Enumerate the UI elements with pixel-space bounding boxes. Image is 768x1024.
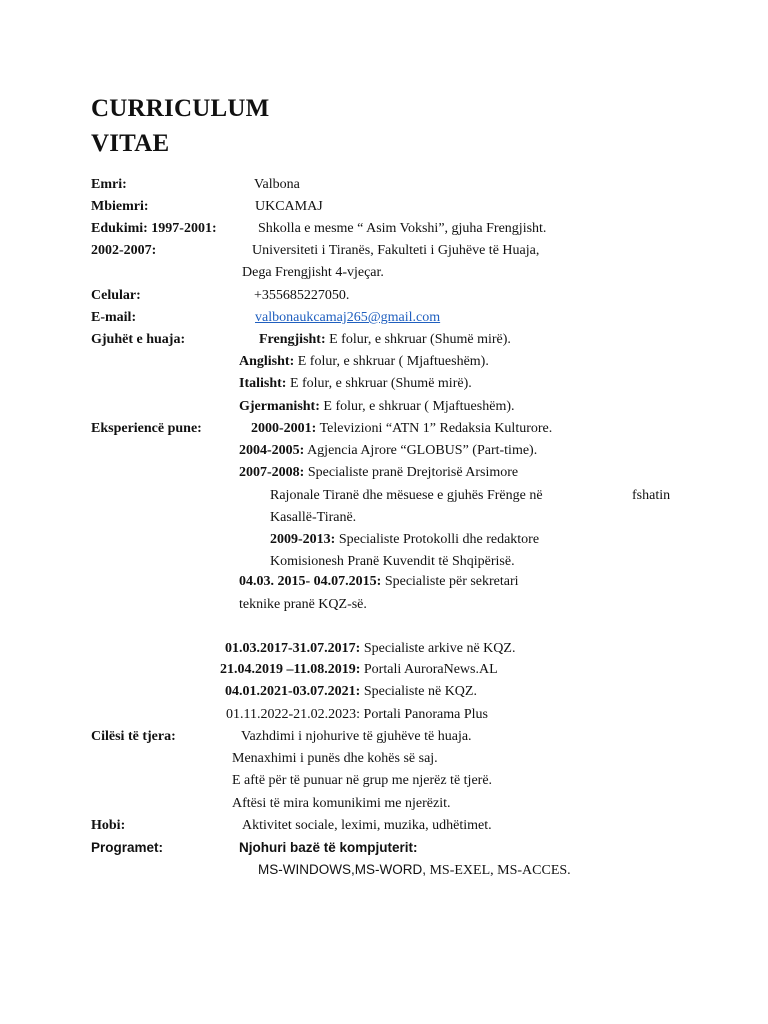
- value-emri: Valbona: [254, 177, 300, 192]
- lang-level: E folur, e shkruar (Shumë mirë).: [329, 332, 511, 347]
- experience-item: [239, 573, 519, 591]
- programet-list-a: MS-WINDOWS,MS-WORD,: [258, 862, 426, 877]
- experience-period: 04.03. 2015- 04.07.2015:: [239, 574, 382, 589]
- experience-period: 04.01.2021-03.07.2021:: [225, 684, 361, 699]
- label-mbiemri: Mbiemri:: [91, 199, 149, 214]
- label-hobi: Hobi:: [91, 818, 126, 833]
- value-edukimi-2-cont: Dega Frengjisht 4-vjeçar.: [242, 265, 384, 280]
- experience-desc-cont: fshatin: [632, 488, 671, 503]
- experience-item: [220, 661, 498, 679]
- experience-desc: Specialiste pranë Drejtorisë Arsimore: [307, 465, 519, 480]
- experience-desc: Specialiste në KQZ.: [363, 684, 477, 699]
- lang-item: [239, 375, 472, 393]
- programet-list-b: MS-EXEL, MS-ACCES.: [429, 863, 571, 878]
- lang-item: [239, 353, 489, 371]
- experience-desc-cont: Komisionesh Pranë Kuvendit të Shqipërisë.: [270, 554, 515, 569]
- lang-item: [259, 331, 511, 349]
- label-gjuhet: Gjuhët e huaja:: [91, 332, 186, 347]
- experience-item: [239, 442, 537, 460]
- experience-desc: Agjencia Ajrore “GLOBUS” (Part-time).: [307, 443, 538, 458]
- experience-item: [239, 464, 518, 482]
- title-line-2: VITAE: [91, 130, 170, 157]
- experience-period: 2004-2005:: [239, 443, 305, 458]
- label-celular: Celular:: [91, 288, 141, 303]
- experience-item: [251, 420, 552, 438]
- experience-desc: Specialiste arkive në KQZ.: [363, 641, 516, 656]
- label-edukimi: Edukimi: 1997-2001:: [91, 221, 217, 236]
- programet-list: [258, 861, 571, 880]
- quality-item: Vazhdimi i njohurive të gjuhëve të huaja.: [241, 729, 472, 744]
- label-email: E-mail:: [91, 310, 137, 325]
- lang-item: [239, 398, 515, 416]
- experience-item: [225, 683, 477, 701]
- quality-item: Menaxhimi i punës dhe kohës së saj.: [232, 751, 438, 766]
- lang-level: E folur, e shkruar ( Mjaftueshëm).: [323, 399, 515, 414]
- value-mbiemri: UKCAMAJ: [255, 199, 323, 214]
- label-edukimi-2002: 2002-2007:: [91, 243, 157, 258]
- value-programet: Njohuri bazë të kompjuterit:: [239, 840, 418, 855]
- value-celular: +355685227050.: [254, 288, 350, 303]
- email-link[interactable]: valbonaukcamaj265@gmail.com: [255, 310, 441, 325]
- experience-desc: Specialiste për sekretari: [384, 574, 519, 589]
- lang-name: Anglisht:: [239, 354, 295, 369]
- lang-level: E folur, e shkruar ( Mjaftueshëm).: [297, 354, 489, 369]
- quality-item: E aftë për të punuar në grup me njerëz të tjerë.: [232, 773, 493, 788]
- quality-item: Aftësi të mira komunikimi me njerëzit.: [232, 796, 451, 811]
- title-line-1: CURRICULUM: [91, 95, 270, 122]
- experience-desc: Portali Panorama Plus: [363, 707, 488, 722]
- experience-period: 2000-2001:: [251, 421, 317, 436]
- value-edukimi-1: Shkolla e mesme “ Asim Vokshi”, gjuha Frengjisht.: [258, 221, 547, 236]
- lang-name: Italisht:: [239, 376, 287, 391]
- label-programet: Programet:: [91, 840, 164, 855]
- experience-period: 21.04.2019 –11.08.2019:: [220, 662, 361, 677]
- value-edukimi-2: Universiteti i Tiranës, Fakulteti i Gjuhëve të Huaja,: [252, 243, 540, 258]
- label-cilesi: Cilësi të tjera:: [91, 729, 176, 744]
- experience-desc: Televizioni “ATN 1” Redaksia Kulturore.: [319, 421, 553, 436]
- experience-item: [225, 640, 515, 658]
- experience-desc: Specialiste Protokolli dhe redaktore: [338, 532, 540, 547]
- label-emri: Emri:: [91, 177, 127, 192]
- lang-name: Frengjisht:: [259, 332, 326, 347]
- experience-item: [270, 531, 539, 549]
- experience-desc-cont: teknike pranë KQZ-së.: [239, 597, 367, 612]
- lang-name: Gjermanisht:: [239, 399, 320, 414]
- experience-period: 01.11.2022-21.02.2023:: [226, 707, 361, 722]
- lang-level: E folur, e shkruar (Shumë mirë).: [289, 376, 472, 391]
- experience-item: [226, 706, 488, 724]
- experience-period: 2009-2013:: [270, 532, 336, 547]
- value-hobi: Aktivitet sociale, leximi, muzika, udhëtimet.: [242, 818, 492, 833]
- experience-desc: Portali AuroraNews.AL: [363, 662, 498, 677]
- experience-desc-cont: Rajonale Tiranë dhe mësuese e gjuhës Frënge në: [270, 488, 543, 503]
- experience-period: 2007-2008:: [239, 465, 305, 480]
- experience-desc-cont: Kasallë-Tiranë.: [270, 510, 357, 525]
- experience-period: 01.03.2017-31.07.2017:: [225, 641, 361, 656]
- label-eksperience: Eksperiencë pune:: [91, 421, 202, 436]
